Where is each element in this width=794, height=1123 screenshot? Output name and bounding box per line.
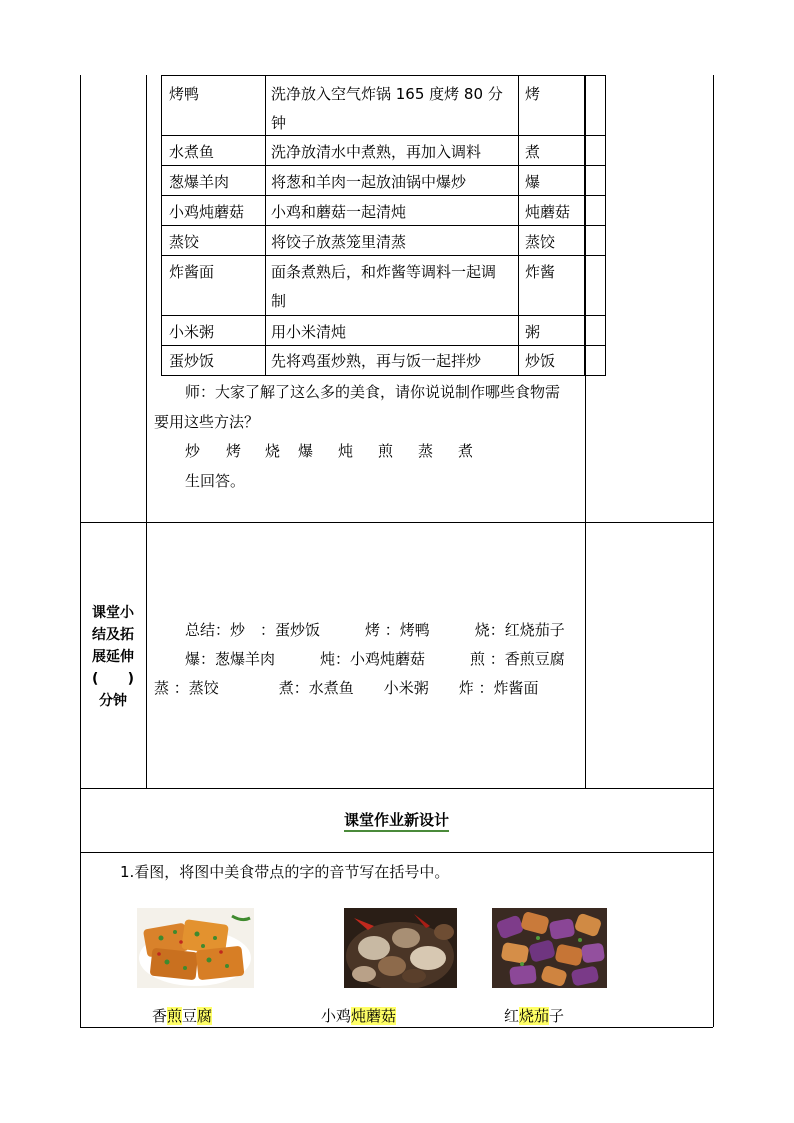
outer-right-border <box>713 75 714 1027</box>
table-row-word: 蒸饺 <box>525 233 556 251</box>
table-row-dish: 蒸饺 <box>169 233 200 251</box>
table-row-dish: 小鸡炖蘑菇 <box>169 203 245 221</box>
table-row-word: 炒饭 <box>525 352 556 370</box>
food-method-table <box>161 75 606 375</box>
table-row-method: 用小米清炖 <box>271 323 347 341</box>
caption-braised-eggplant: 红烧茄子 <box>504 1007 565 1025</box>
method-word: 煮 <box>458 442 474 460</box>
method-word: 炖 <box>338 442 354 460</box>
braised-eggplant-photo <box>492 908 607 988</box>
method-word: 炒 <box>185 442 201 460</box>
table-row-method: 将葱和羊肉一起放油锅中爆炒 <box>271 173 467 191</box>
table-row-dish: 葱爆羊肉 <box>169 173 230 191</box>
table-row-method: 小鸡和蘑菇一起清炖 <box>271 203 407 221</box>
outer-left-border <box>80 75 81 1027</box>
method-word: 烤 <box>226 442 242 460</box>
section-divider-3 <box>80 852 713 853</box>
table-row-word: 炖蘑菇 <box>525 203 571 221</box>
teacher-question-line1: 师：大家了解了这么多的美食，请你说说制作哪些食物需 <box>185 383 561 401</box>
method-word: 蒸 <box>418 442 434 460</box>
student-answer: 生回答。 <box>185 472 246 490</box>
homework-question: 1.看图，将图中美食带点的字的音节写在括号中。 <box>120 863 450 881</box>
method-word: 爆 <box>298 442 314 460</box>
table-row-dish: 蛋炒饭 <box>169 352 215 370</box>
table-row-method: 将饺子放蒸笼里清蒸 <box>271 233 407 251</box>
caption-chicken-stew: 小鸡炖蘑菇 <box>321 1007 397 1025</box>
table-row-dish: 水煮鱼 <box>169 143 215 161</box>
table-row-dish: 烤鸭 <box>169 85 200 103</box>
method-word: 煎 <box>378 442 394 460</box>
cooking-methods-list <box>185 437 485 466</box>
caption-fried-tofu: 香煎豆腐 <box>152 1007 213 1025</box>
table-row-method: 面条煮熟后，和炸酱等调料一起调 制 <box>271 263 497 310</box>
table-row-method: 洗净放清水中煮熟，再加入调料 <box>271 143 482 161</box>
fried-tofu-photo <box>137 908 254 988</box>
table-row-word: 煮 <box>525 143 541 161</box>
homework-title: 课堂作业新设计 <box>80 806 713 834</box>
table-row-word: 烤 <box>525 85 541 103</box>
section-divider-1 <box>80 522 713 523</box>
summary-line3: 蒸 ：蒸饺 煮：水煮鱼 小米粥 炸 ：炸酱面 <box>154 679 539 697</box>
table-row-dish: 炸酱面 <box>169 263 215 281</box>
table-row-word: 炸酱 <box>525 263 556 281</box>
table-row-method: 先将鸡蛋炒熟，再与饭一起拌炒 <box>271 352 482 370</box>
table-row-word: 爆 <box>525 173 541 191</box>
summary-line1: 总结：炒 ：蛋炒饭 烤 ：烤鸭 烧：红烧茄子 <box>185 621 565 639</box>
summary-line2: 爆：葱爆羊肉 炖：小鸡炖蘑菇 煎 ：香煎豆腐 <box>185 650 565 668</box>
table-row-method: 洗净放入空气炸锅 165 度烤 80 分 钟 <box>271 85 503 132</box>
method-word: 烧 <box>265 442 281 460</box>
label-column-border <box>146 75 147 789</box>
table-row-word: 粥 <box>525 323 541 341</box>
section-divider-2 <box>80 788 713 789</box>
table-row-dish: 小米粥 <box>169 323 215 341</box>
section-label-summary: 课堂小 结及拓 展延伸 ( ) 分钟 <box>91 605 135 709</box>
teacher-question-line2: 要用这些方法？ <box>154 413 260 431</box>
chicken-mushroom-stew-photo <box>344 908 457 988</box>
